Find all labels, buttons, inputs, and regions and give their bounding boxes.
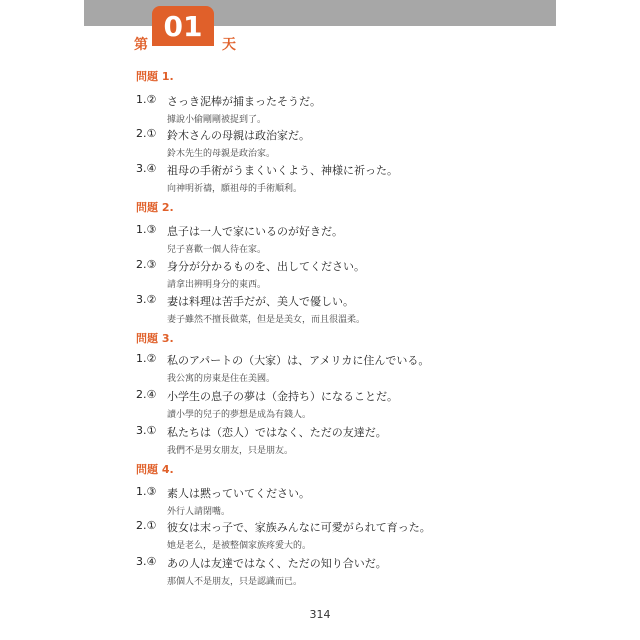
answer-number: 2.①	[136, 127, 157, 140]
answer-number: 1.③	[136, 223, 157, 236]
answer-number: 2.③	[136, 258, 157, 271]
japanese-sentence: 私のアパートの（大家）は、アメリカに住んでいる。	[167, 354, 430, 367]
japanese-sentence: 素人は黙っていてください。	[167, 487, 310, 500]
japanese-sentence: さっき泥棒が捕まったそうだ。	[167, 95, 321, 108]
day-prefix: 第	[134, 37, 148, 53]
chinese-translation: 請拿出辨明身分的東西。	[167, 280, 267, 290]
chinese-translation: 據說小偷剛剛被捉到了。	[167, 115, 267, 125]
japanese-sentence: 鈴木さんの母親は政治家だ。	[167, 129, 310, 142]
answer-number: 3.④	[136, 555, 157, 568]
chinese-translation: 兒子喜歡一個人待在家。	[167, 245, 267, 255]
japanese-sentence: 身分が分かるものを、出してください。	[167, 260, 365, 273]
answer-number: 1.②	[136, 93, 157, 106]
answer-number: 3.①	[136, 424, 157, 437]
chinese-translation: 我們不是男女朋友，只是朋友。	[167, 446, 294, 456]
japanese-sentence: 妻は料理は苦手だが、美人で優しい。	[167, 295, 354, 308]
section-title: 問題 3.	[136, 332, 174, 345]
chinese-translation: 我公寓的房東是住在美國。	[167, 374, 276, 384]
japanese-sentence: 彼女は末っ子で、家族みんなに可愛がられて育った。	[167, 521, 431, 534]
section-title: 問題 1.	[136, 70, 174, 83]
day-suffix: 天	[222, 37, 236, 53]
chinese-translation: 鈴木先生的母親是政治家。	[167, 149, 276, 159]
chinese-translation: 向神明祈禱，願祖母的手術順利。	[167, 184, 303, 194]
answer-number: 2.①	[136, 519, 157, 532]
answer-number: 1.②	[136, 352, 157, 365]
japanese-sentence: あの人は友達ではなく、ただの知り合いだ。	[167, 557, 387, 570]
day-number-badge: 01	[152, 6, 214, 46]
chinese-translation: 讀小學的兒子的夢想是成為有錢人。	[167, 410, 312, 420]
chinese-translation: 外行人請閉嘴。	[167, 507, 231, 517]
page-number: 314	[309, 608, 331, 621]
answer-number: 3.②	[136, 293, 157, 306]
section-title: 問題 2.	[136, 201, 174, 214]
chinese-translation: 她是老么，是被整個家族疼愛大的。	[167, 541, 312, 551]
section-title: 問題 4.	[136, 463, 174, 476]
chinese-translation: 那個人不是朋友，只是認識而已。	[167, 577, 303, 587]
japanese-sentence: 息子は一人で家にいるのが好きだ。	[167, 225, 343, 238]
japanese-sentence: 祖母の手術がうまくいくよう、神様に祈った。	[167, 164, 398, 177]
answer-number: 3.④	[136, 162, 157, 175]
japanese-sentence: 小学生の息子の夢は（金持ち）になることだ。	[167, 390, 398, 403]
answer-number: 2.④	[136, 388, 157, 401]
chinese-translation: 妻子雖然不擅長做菜，但是是美女，而且很溫柔。	[167, 315, 366, 325]
japanese-sentence: 私たちは（恋人）ではなく、ただの友達だ。	[167, 426, 387, 439]
answer-number: 1.③	[136, 485, 157, 498]
